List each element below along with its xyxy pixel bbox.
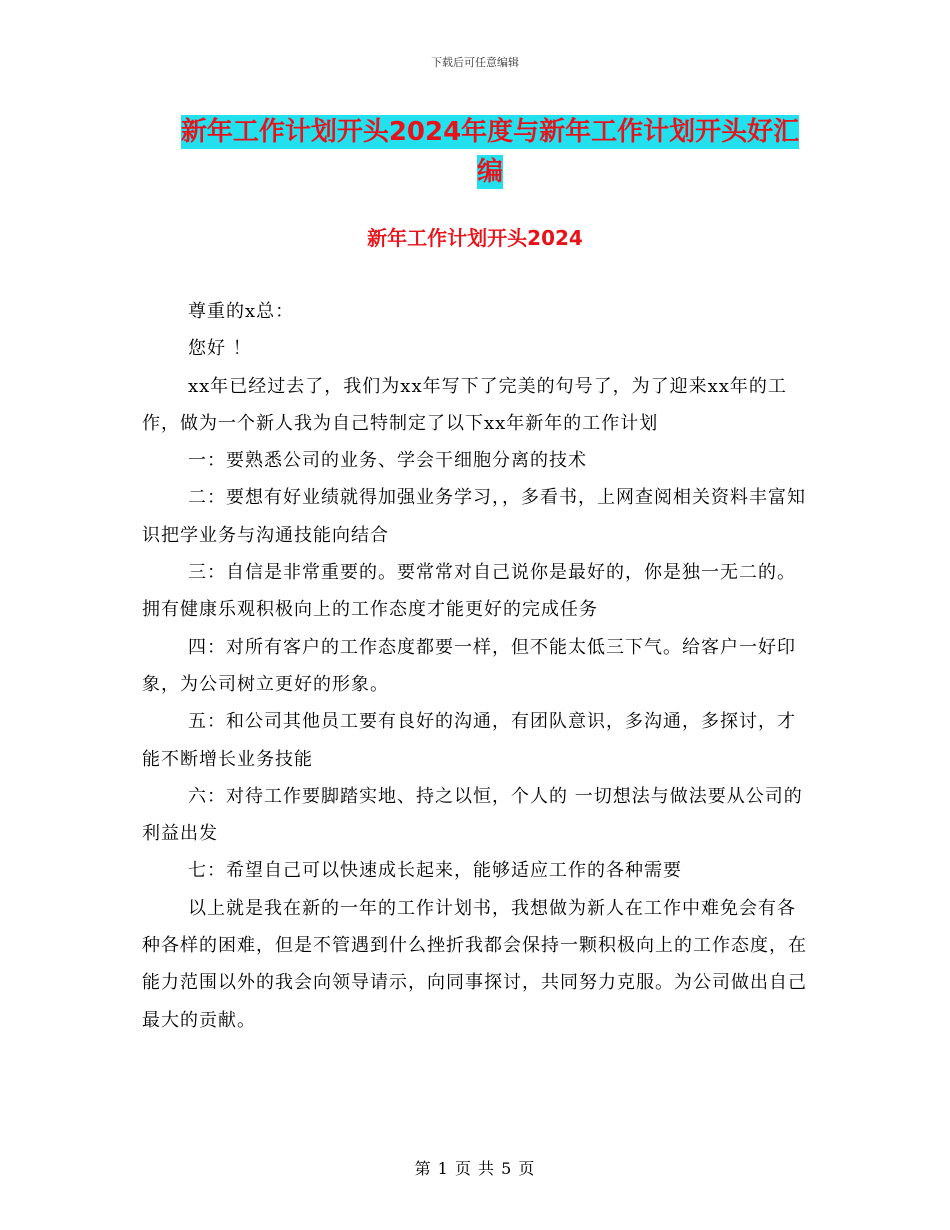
plan-item-3: 三：自信是非常重要的。要常常对自己说你是最好的，你是独一无二的。拥有健康乐观积极向上的工作态度才能更好的完成任务 [142,562,796,621]
section-title: 新年工作计划开头2024 [367,226,583,250]
intro-paragraph: xx年已经过去了，我们为xx年写下了完美的句号了，为了迎来xx年的工作，做为一个新人我为自己特制定了以下xx年新年的工作计划 [142,375,787,434]
greeting: 您好 ！ [188,338,252,360]
document-title [140,112,840,192]
plan-item-2: 二：要想有好业绩就得加强业务学习，，多看书，上网查阅相关资料丰富知识把学业务与沟通技能向结合 [142,487,806,546]
document-title-line-2: 编 [476,157,503,187]
header-note: 下载后可任意编辑 [431,56,519,69]
plan-item-4: 四：对所有客户的工作态度都要一样，但不能太低三下气。给客户一好印象，为公司树立更好的形象。 [142,636,796,695]
document-body [142,293,808,1039]
plan-item-1: 一：要熟悉公司的业务、学会干细胞分离的技术 [188,450,587,472]
closing-paragraph: 以上就是我在新的一年的工作计划书，我想做为新人在工作中难免会有各种各样的困难，但是不管遇到什么挫折我都会保持一颗积极向上的工作态度，在能力范围以外的我会向领导请示，向同事探讨，共同努力克服。为公司做出自己最大的贡献。 [142,897,807,1031]
plan-item-5: 五：和公司其他员工要有良好的沟通，有团队意识，多沟通，多探讨，才能不断增长业务技能 [142,711,796,770]
document-title-line-1: 新年工作计划开头2024年度与新年工作计划开头好汇 [180,117,800,147]
salutation: 尊重的x总： [188,301,295,322]
plan-item-6: 六：对待工作要脚踏实地、持之以恒，个人的 一切想法与做法要从公司的利益出发 [142,785,803,845]
plan-item-7: 七：希望自己可以快速成长起来，能够适应工作的各种需要 [188,860,682,882]
page-number: 第 1 页 共 5 页 [414,1159,536,1178]
